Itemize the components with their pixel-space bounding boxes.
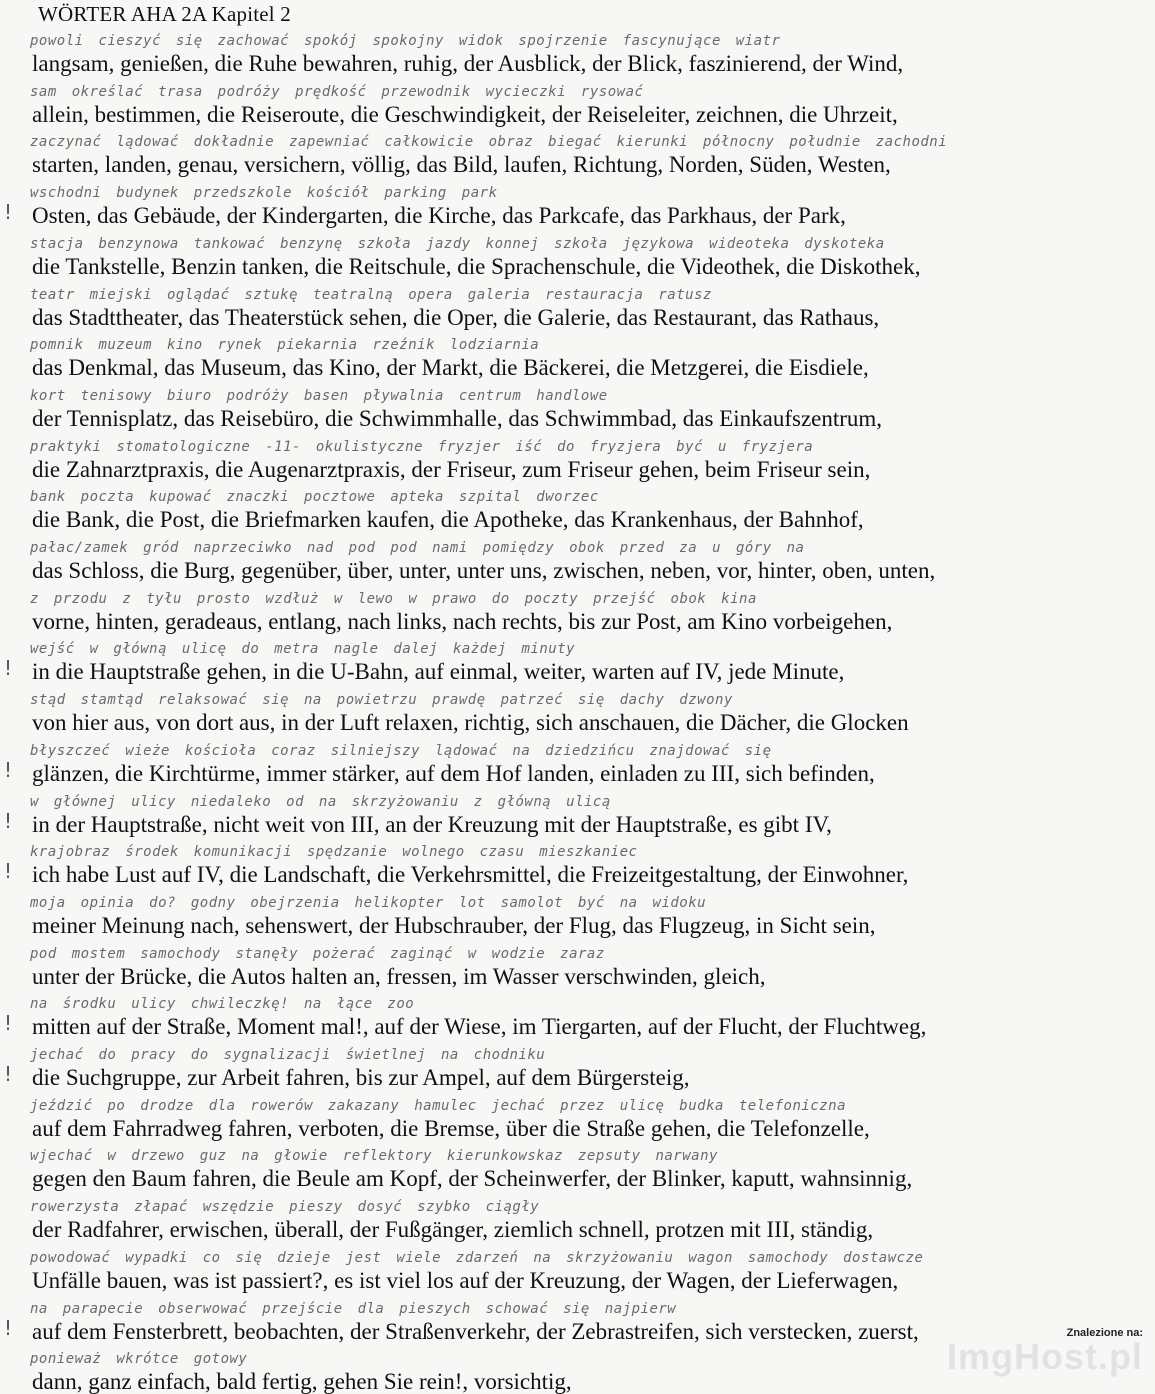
margin-exclamation-mark: ! xyxy=(4,859,13,883)
watermark-caption: Znalezione na: xyxy=(1066,1327,1143,1339)
vocabulary-line: die Suchgruppe, zur Arbeit fahren, bis zur Ampel, auf dem Bürgersteig, xyxy=(32,1065,690,1090)
vocabulary-line: auf dem Fahrradweg fahren, verboten, die Bremse, über die Straße gehen, die Telefonzelle, xyxy=(32,1116,870,1141)
vocabulary-line: das Schloss, die Burg, gegenüber, über, unter, unter uns, zwischen, neben, vor, hinter, oben, unten, xyxy=(32,558,936,583)
vocabulary-line: unter der Brücke, die Autos halten an, fressen, im Wasser verschwinden, gleich, xyxy=(32,964,766,989)
handwritten-translation: kort tenisowy biuro podróży basen pływalnia centrum handlowe xyxy=(30,388,608,404)
margin-exclamation-mark: ! xyxy=(4,758,13,782)
vocabulary-line: in die Hauptstraße gehen, in die U-Bahn, auf einmal, weiter, warten auf IV, jede Minute, xyxy=(32,659,845,684)
handwritten-translation: bank poczta kupować znaczki pocztowe apteka szpital dworzec xyxy=(30,489,599,505)
vocabulary-line: langsam, genießen, die Ruhe bewahren, ruhig, der Ausblick, der Blick, faszinierend, der Wind, xyxy=(32,51,904,76)
handwritten-translation: jechać do pracy do sygnalizacji świetlnej na chodniku xyxy=(30,1047,546,1063)
margin-exclamation-mark: ! xyxy=(4,1062,13,1086)
handwritten-translation: powoli cieszyć się zachować spokój spokojny widok spojrzenie fascynujące wiatr xyxy=(30,33,781,49)
vocabulary-line: glänzen, die Kirchtürme, immer stärker, auf dem Hof landen, einladen zu III, sich befinden, xyxy=(32,761,875,786)
handwritten-translation: na środku ulicy chwileczkę! na łące zoo xyxy=(30,996,415,1012)
handwritten-translation: praktyki stomatologiczne -11- okulistyczne fryzjer iść do fryzjera być u fryzjera xyxy=(30,439,814,455)
vocabulary-line: ich habe Lust auf IV, die Landschaft, die Verkehrsmittel, die Freizeitgestaltung, der Einwohner, xyxy=(32,862,909,887)
vocabulary-line: allein, bestimmen, die Reiseroute, die Geschwindigkeit, der Reiseleiter, zeichnen, die Uhrzeit, xyxy=(32,102,898,127)
margin-exclamation-mark: ! xyxy=(4,656,13,680)
handwritten-translation: stąd stamtąd relaksować się na powietrzu prawdę patrzeć się dachy dzwony xyxy=(30,692,733,708)
vocabulary-line: die Tankstelle, Benzin tanken, die Reitschule, die Sprachenschule, die Videothek, die Diskothek, xyxy=(32,254,921,279)
handwritten-translation: krajobraz środek komunikacji spędzanie wolnego czasu mieszkaniec xyxy=(30,844,638,860)
vocabulary-line: Unfälle bauen, was ist passiert?, es ist viel los auf der Kreuzung, der Wagen, der Lieferwagen, xyxy=(32,1268,899,1293)
vocabulary-line: vorne, hinten, geradeaus, entlang, nach links, nach rechts, bis zur Post, am Kino vorbeigehen, xyxy=(32,609,893,634)
handwritten-translation: wejść w główną ulicę do metra nagle dalej każdej minuty xyxy=(30,641,576,657)
vocabulary-line: der Tennisplatz, das Reisebüro, die Schwimmhalle, das Schwimmbad, das Einkaufszentrum, xyxy=(32,406,883,431)
handwritten-translation: pomnik muzeum kino rynek piekarnia rzeźnik lodziarnia xyxy=(30,337,540,353)
vocabulary-line: in der Hauptstraße, nicht weit von III, an der Kreuzung mit der Hauptstraße, es gibt IV, xyxy=(32,812,832,837)
vocabulary-line: das Denkmal, das Museum, das Kino, der Markt, die Bäckerei, die Metzgerei, die Eisdiele, xyxy=(32,355,869,380)
handwritten-translation: w głównej ulicy niedaleko od na skrzyżowaniu z główną ulicą xyxy=(30,794,611,810)
handwritten-translation: pod mostem samochody stanęły pożerać zaginąć w wodzie zaraz xyxy=(30,946,605,962)
vocabulary-line: die Bank, die Post, die Briefmarken kaufen, die Apotheke, das Krankenhaus, der Bahnhof, xyxy=(32,507,864,532)
page-title: WÖRTER AHA 2A Kapitel 2 xyxy=(38,2,291,26)
vocabulary-line: die Zahnarztpraxis, die Augenarztpraxis, der Friseur, zum Friseur gehen, beim Friseur sein, xyxy=(32,457,871,482)
vocabulary-line: meiner Meinung nach, sehenswert, der Hubschrauber, der Flug, das Flugzeug, in Sicht sein, xyxy=(32,913,876,938)
handwritten-translation: moja opinia do? godny obejrzenia helikopter lot samolot być na widoku xyxy=(30,895,707,911)
handwritten-translation: pałac/zamek gród naprzeciwko nad pod pod nami pomiędzy obok przed za u góry na xyxy=(30,540,805,556)
handwritten-translation: sam określać trasa podróży prędkość przewodnik wycieczki rysować xyxy=(30,84,644,100)
watermark xyxy=(947,1327,1143,1375)
margin-exclamation-mark: ! xyxy=(4,1011,13,1035)
vocabulary-line: starten, landen, genau, versichern, völlig, das Bild, laufen, Richtung, Norden, Süden, Westen, xyxy=(32,152,891,177)
vocabulary-line: gegen den Baum fahren, die Beule am Kopf, der Scheinwerfer, der Blinker, kaputt, wahnsinnig, xyxy=(32,1166,913,1191)
watermark-logo: ImgHost.pl xyxy=(947,1336,1143,1377)
handwritten-translation: wjechać w drzewo guz na głowie reflektory kierunkowskaz zepsuty narwany xyxy=(30,1148,718,1164)
handwritten-translation: wschodni budynek przedszkole kościół parking park xyxy=(30,185,498,201)
handwritten-translation: teatr miejski oglądać sztukę teatralną opera galeria restauracja ratusz xyxy=(30,287,712,303)
handwritten-translation: powodować wypadki co się dzieje jest wiele zdarzeń na skrzyżowaniu wagon samochody dostawcze xyxy=(30,1250,924,1266)
handwritten-translation: zaczynać lądować dokładnie zapewniać całkowicie obraz biegać kierunki północny południe zachodni xyxy=(30,134,948,150)
handwritten-translation: na parapecie obserwować przejście dla pieszych schować się najpierw xyxy=(30,1301,677,1317)
handwritten-translation: jeździć po drodze dla rowerów zakazany hamulec jechać przez ulicę budka telefoniczna xyxy=(30,1098,847,1114)
margin-exclamation-mark: ! xyxy=(4,200,13,224)
handwritten-translation: stacja benzynowa tankować benzynę szkoła jazdy konnej szkoła językowa wideoteka dyskoteka xyxy=(30,236,885,252)
vocabulary-line: das Stadttheater, das Theaterstück sehen, die Oper, die Galerie, das Restaurant, das Rathaus, xyxy=(32,305,880,330)
handwritten-translation: ponieważ wkrótce gotowy xyxy=(30,1351,248,1367)
vocabulary-line: dann, ganz einfach, bald fertig, gehen Sie rein!, vorsichtig, xyxy=(32,1369,572,1394)
vocabulary-line: Osten, das Gebäude, der Kindergarten, die Kirche, das Parkcafe, das Parkhaus, der Park, xyxy=(32,203,846,228)
margin-exclamation-mark: ! xyxy=(4,1316,13,1340)
handwritten-translation: z przodu z tyłu prosto wzdłuż w lewo w prawo do poczty przejść obok kina xyxy=(30,591,757,607)
handwritten-translation: błyszczeć wieże kościoła coraz silniejszy lądować na dziedzińcu znajdować się xyxy=(30,743,772,759)
margin-exclamation-mark: ! xyxy=(4,809,13,833)
vocabulary-line: auf dem Fensterbrett, beobachten, der Straßenverkehr, der Zebrastreifen, sich verstecken, zuerst, xyxy=(32,1319,919,1344)
vocabulary-line: von hier aus, von dort aus, in der Luft relaxen, richtig, sich anschauen, die Dächer, die Glocken xyxy=(32,710,909,735)
vocabulary-line: mitten auf der Straße, Moment mal!, auf der Wiese, im Tiergarten, auf der Flucht, der Fluchtweg, xyxy=(32,1014,927,1039)
handwritten-translation: rowerzysta złapać wszędzie pieszy dosyć szybko ciągły xyxy=(30,1199,540,1215)
vocabulary-line: der Radfahrer, erwischen, überall, der Fußgänger, ziemlich schnell, protzen mit III, ständig, xyxy=(32,1217,874,1242)
